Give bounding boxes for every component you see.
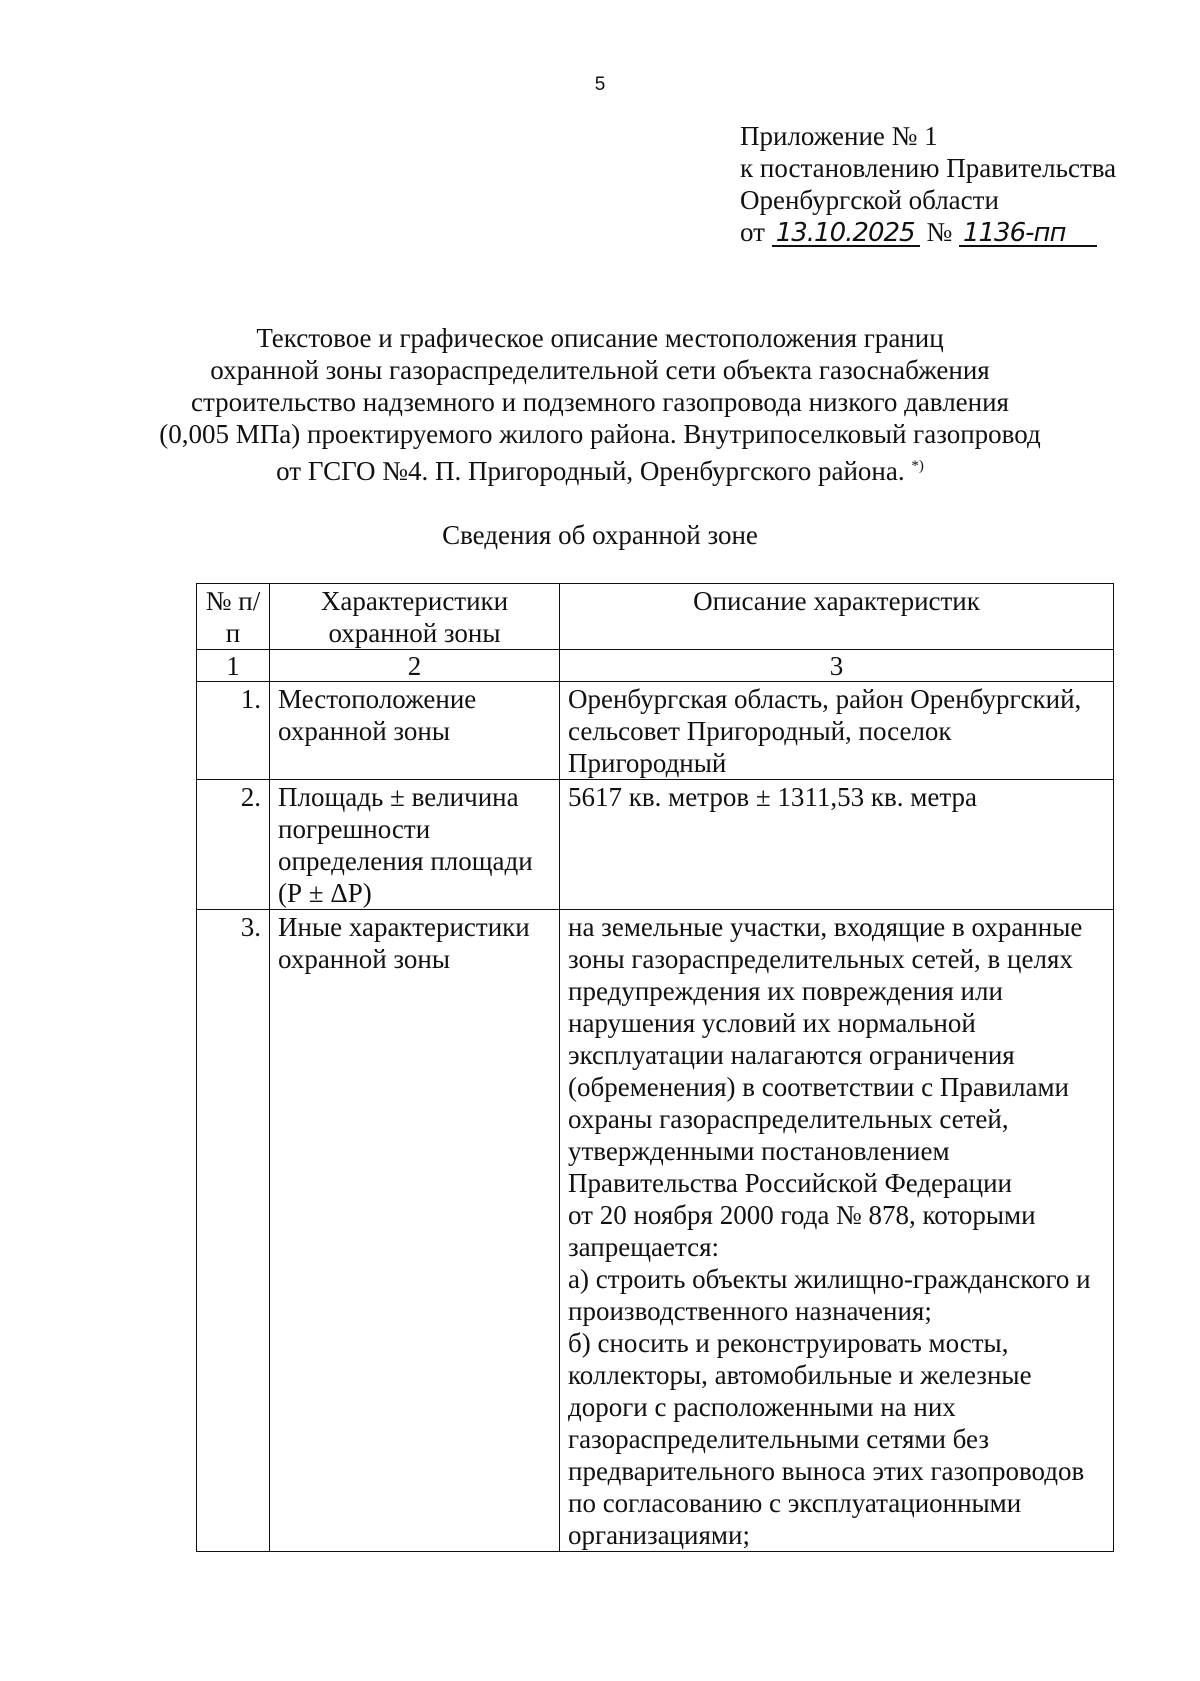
column-numbers-row bbox=[197, 650, 1114, 682]
row-description bbox=[560, 682, 1114, 780]
document-title bbox=[150, 322, 1050, 487]
title-line: (0,005 МПа) проектируемого жилого района. Внутрипоселковый газопровод bbox=[159, 419, 1041, 449]
appendix-line-3: Оренбургской области bbox=[740, 185, 999, 215]
description-paragraph: от 20 ноября 2000 года № 878, которыми запрещается: bbox=[568, 1200, 1036, 1262]
description-paragraph: на земельные участки, входящие в охранные зоны газораспределительных сетей, в целях предупреждения их повреждения или нарушения условий их нормальной эксплуатации налагаются ограничения (обременения) в соответствии с Правилами охраны газораспределительных сетей, утвержденными постановлением Правительства Российской Федерации bbox=[568, 912, 1083, 1198]
appendix-line-2: к постановлению Правительства bbox=[740, 153, 1117, 183]
description-paragraph: Оренбургская область, район Оренбургский, сельсовет Пригородный, поселок Пригородный bbox=[568, 684, 1082, 778]
section-title: Сведения об охранной зоне bbox=[442, 520, 758, 550]
appendix-block bbox=[740, 120, 1116, 248]
table-row bbox=[197, 682, 1114, 780]
row-number: 3. bbox=[197, 910, 270, 1552]
column-number: 1 bbox=[197, 650, 270, 682]
header-number: № п/п bbox=[197, 584, 270, 650]
header-characteristic: Характеристики охранной зоны bbox=[270, 584, 560, 650]
appendix-date-line bbox=[740, 216, 1116, 248]
characteristics-table bbox=[196, 583, 1114, 1552]
title-line-last bbox=[150, 450, 1050, 487]
row-characteristic: Площадь ± величина погрешности определения площади (Р ± ΔР) bbox=[270, 780, 560, 910]
page-number: 5 bbox=[594, 74, 606, 95]
row-description bbox=[560, 780, 1114, 910]
table-row bbox=[197, 910, 1114, 1552]
handwritten-date: 13.10.2025 bbox=[772, 221, 920, 247]
description-paragraph: а) строить объекты жилищно-гражданского и производственного назначения; bbox=[568, 1264, 1091, 1326]
table-row bbox=[197, 780, 1114, 910]
date-prefix: от bbox=[740, 217, 765, 247]
title-line: охранной зоны газораспределительной сети объекта газоснабжения bbox=[210, 355, 990, 385]
number-prefix: № bbox=[926, 217, 953, 247]
row-characteristic: Местоположение охранной зоны bbox=[270, 682, 560, 780]
row-number: 2. bbox=[197, 780, 270, 910]
appendix-line-1: Приложение № 1 bbox=[740, 121, 938, 151]
table-header-row bbox=[197, 584, 1114, 650]
column-number: 2 bbox=[270, 650, 560, 682]
row-description bbox=[560, 910, 1114, 1552]
footnote-mark: *) bbox=[911, 458, 924, 474]
title-line: от ГСГО №4. П. Пригородный, Оренбургского района. bbox=[276, 456, 905, 486]
title-line: строительство надземного и подземного газопровода низкого давления bbox=[191, 387, 1009, 417]
row-characteristic: Иные характеристики охранной зоны bbox=[270, 910, 560, 1552]
description-paragraph: б) сносить и реконструировать мосты, коллекторы, автомобильные и железные дороги с расположенными на них газораспределительными сетями без предварительного выноса этих газопроводов по согласованию с эксплуатационными организациями; bbox=[568, 1328, 1085, 1550]
column-number: 3 bbox=[560, 650, 1114, 682]
description-paragraph: 5617 кв. метров ± 1311,53 кв. метра bbox=[568, 782, 977, 812]
row-number: 1. bbox=[197, 682, 270, 780]
header-description: Описание характеристик bbox=[560, 584, 1114, 650]
title-line: Текстовое и графическое описание местоположения границ bbox=[256, 323, 944, 353]
handwritten-number: 1136-пп bbox=[959, 221, 1097, 247]
